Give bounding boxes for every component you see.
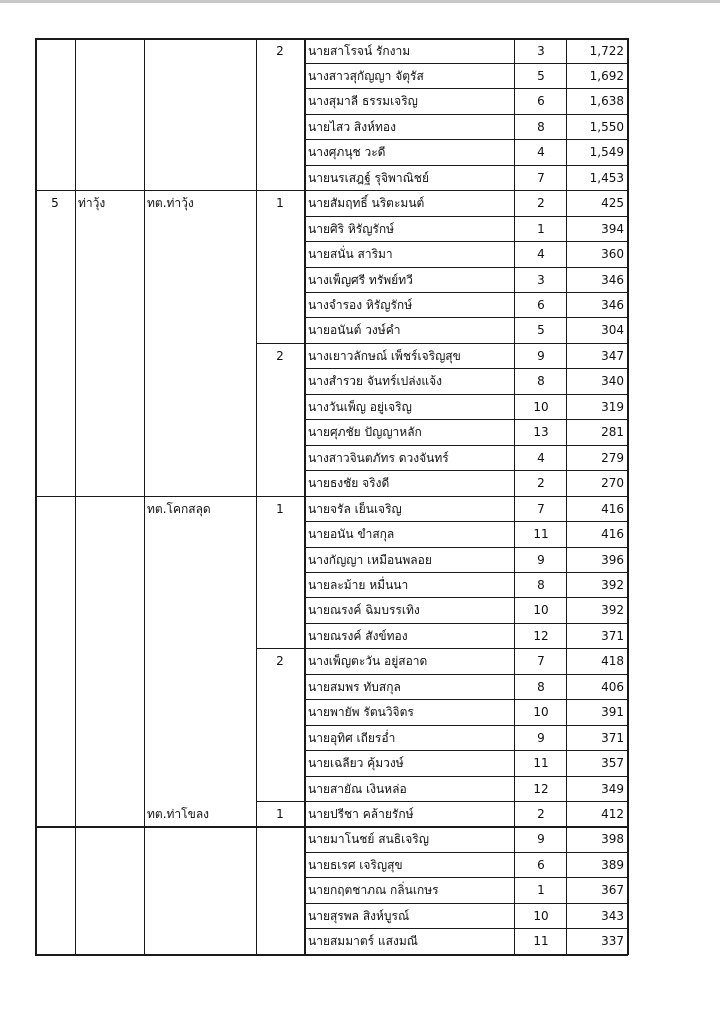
candidate-name: นายสาโรจน์ รักงาม	[308, 43, 411, 58]
candidate-name: นางเพ็ญตะวัน อยู่สอาด	[308, 654, 428, 669]
candidate-name: นายปรีชา คล้ายรักษ์	[308, 807, 414, 821]
candidate-number: 4	[537, 247, 545, 262]
vote-count: 279	[601, 450, 624, 465]
candidate-name: นายณรงค์ สังข์ทอง	[308, 628, 408, 643]
candidate-number: 7	[537, 170, 545, 185]
candidate-name: นายณรงค์ ฉิมบรรเทิง	[308, 603, 420, 618]
vote-count: 1,550	[589, 119, 624, 134]
district-name	[78, 39, 144, 64]
candidate-number: 2	[537, 807, 545, 821]
candidate-number: 3	[537, 43, 545, 58]
column-rule-c7	[627, 38, 629, 955]
candidate-name: นายจรัล เย็นเจริญ	[308, 501, 402, 516]
municipality-name: ทต.ท่าวุ้ง	[147, 196, 194, 211]
vote-count: 340	[601, 374, 624, 389]
candidate-name: นายกฤตชาภณ กลิ่นเกษร	[308, 883, 439, 898]
vote-count: 394	[601, 221, 624, 236]
candidate-name: นายนรเสฎฐ์ รุจิพาณิชย์	[308, 170, 429, 185]
candidate-name: นางวันเพ็ญ อยู่เจริญ	[308, 399, 412, 414]
unit-number: 2	[276, 654, 284, 669]
column-rule-c3	[256, 38, 257, 955]
candidate-name: นายพายัพ รัตนวิจิตร	[308, 705, 414, 720]
unit-number: 2	[276, 43, 284, 58]
candidate-name: นางสำรวย จันทร์เปล่งแจ้ง	[308, 374, 443, 389]
candidate-number: 8	[537, 577, 545, 592]
candidate-name: นางเพ็ญศรี ทรัพย์ทวี	[308, 272, 413, 287]
candidate-number: 5	[537, 68, 545, 83]
candidate-name: นายธเรศ เจริญสุข	[308, 857, 403, 872]
candidate-number: 10	[533, 399, 549, 414]
unit-number: 2	[276, 348, 284, 363]
district-name: ท่าวุ้ง	[78, 196, 106, 211]
district-name	[78, 497, 144, 522]
vote-count: 360	[601, 247, 624, 262]
district-index	[36, 802, 74, 827]
candidate-number: 3	[537, 272, 545, 287]
candidate-number: 11	[533, 934, 549, 949]
candidate-number: 6	[537, 857, 545, 872]
district-index	[36, 39, 74, 64]
unit-number: 1	[276, 196, 284, 211]
candidate-number: 9	[537, 730, 545, 745]
candidate-number: 13	[533, 425, 549, 440]
candidate-number: 10	[533, 705, 549, 720]
candidate-number: 2	[537, 476, 545, 491]
candidate-name: นายสมพร ทับสกุล	[308, 679, 401, 694]
candidate-name: นายสุรพล สิงห์บูรณ์	[308, 908, 410, 923]
candidate-number: 8	[537, 374, 545, 389]
candidate-name: นางสาวจินตภัทร ดวงจันทร์	[308, 450, 449, 465]
candidate-name: นางจำรอง หิรัญรักษ์	[308, 298, 413, 312]
vote-count: 406	[601, 679, 624, 694]
vote-count: 425	[601, 196, 624, 211]
vote-count: 343	[601, 908, 624, 923]
vote-count: 349	[601, 781, 624, 796]
candidate-number: 4	[537, 145, 545, 160]
vote-count: 389	[601, 857, 624, 872]
vote-count: 346	[601, 272, 624, 287]
vote-count: 371	[601, 730, 624, 745]
vote-count: 1,549	[589, 145, 624, 160]
vote-count: 392	[601, 603, 624, 618]
vote-count: 319	[601, 399, 624, 414]
district-index: 5	[51, 196, 59, 211]
vote-count: 337	[601, 934, 624, 949]
candidate-name: นายสมมาตร์ แสงมณี	[308, 934, 418, 949]
district-name	[78, 802, 144, 827]
vote-count: 416	[601, 501, 624, 516]
vote-count: 412	[601, 807, 624, 821]
candidate-name: นายเฉลียว คุ้มวงษ์	[308, 756, 404, 771]
candidate-name: นางเยาวลักษณ์ เพ็ชร์เจริญสุข	[308, 348, 461, 363]
candidate-name: นางกัญญา เหมือนพลอย	[308, 552, 432, 567]
candidate-number: 8	[537, 679, 545, 694]
candidate-number: 2	[537, 196, 545, 211]
candidate-name: นางสาวสุกัญญา จัตุรัส	[308, 68, 424, 83]
vote-count: 1,692	[589, 68, 624, 83]
vote-count: 270	[601, 476, 624, 491]
candidate-number: 1	[537, 883, 545, 898]
unit-number: 1	[276, 501, 284, 516]
candidate-name: นายธงชัย จริงดี	[308, 476, 390, 491]
candidate-number: 10	[533, 603, 549, 618]
vote-count: 1,722	[589, 43, 624, 58]
candidate-name: นายสายัณ เงินหล่อ	[308, 781, 407, 796]
vote-count: 398	[601, 832, 624, 847]
candidate-name: นายอุทิศ เถียรอ่ำ	[308, 730, 396, 745]
vote-count: 346	[601, 298, 624, 312]
vote-count: 418	[601, 654, 624, 669]
vote-count: 281	[601, 425, 624, 440]
vote-count: 347	[601, 348, 624, 363]
vote-count: 371	[601, 628, 624, 643]
municipality-name	[147, 39, 255, 64]
candidate-number: 7	[537, 654, 545, 669]
candidate-number: 1	[537, 221, 545, 236]
candidate-number: 10	[533, 908, 549, 923]
candidate-number: 7	[537, 501, 545, 516]
candidate-name: นายศิริ หิรัญรักษ์	[308, 221, 395, 236]
candidate-name: นายไสว สิงห์ทอง	[308, 119, 396, 134]
candidate-name: นายอนันต์ วงษ์คำ	[308, 323, 401, 338]
municipality-name: ทต.ท่าโขลง	[147, 807, 210, 821]
candidate-name: นายสนั่น สาริมา	[308, 247, 393, 262]
candidate-number: 6	[537, 298, 545, 312]
vote-count: 304	[601, 323, 624, 338]
candidate-name: นายสัมฤทธิ์ นริตะมนต์	[308, 196, 425, 211]
candidate-number: 12	[533, 628, 549, 643]
candidate-number: 9	[537, 832, 545, 847]
vote-count: 392	[601, 577, 624, 592]
candidate-number: 11	[533, 756, 549, 771]
vote-count: 416	[601, 527, 624, 542]
candidate-number: 4	[537, 450, 545, 465]
candidate-name: นางศุภนุช วะดี	[308, 145, 386, 160]
candidate-number: 6	[537, 94, 545, 109]
column-rule-c1	[75, 38, 76, 955]
top-edge-bar	[0, 0, 720, 3]
candidate-name: นายศุภชัย ปัญญาหลัก	[308, 425, 422, 440]
candidate-name: นายมาโนชย์ สนธิเจริญ	[308, 832, 429, 847]
candidate-number: 9	[537, 552, 545, 567]
candidate-number: 9	[537, 348, 545, 363]
candidate-number: 12	[533, 781, 549, 796]
vote-count: 367	[601, 883, 624, 898]
candidate-name: นายละม้าย หมื่นนา	[308, 577, 409, 592]
column-rule-c6	[566, 38, 567, 955]
vote-count: 391	[601, 705, 624, 720]
column-rule-c4	[304, 38, 306, 955]
candidate-number: 8	[537, 119, 545, 134]
vote-count: 357	[601, 756, 624, 771]
district-index	[36, 497, 74, 522]
column-rule-c2	[144, 38, 145, 955]
vote-count: 396	[601, 552, 624, 567]
candidate-number: 11	[533, 527, 549, 542]
vote-count: 1,453	[589, 170, 624, 185]
municipality-name: ทต.โคกสลุด	[147, 501, 211, 516]
candidate-name: นายอนัน ขำสกุล	[308, 527, 395, 542]
column-rule-c5	[514, 38, 515, 955]
candidate-number: 5	[537, 323, 545, 338]
unit-number: 1	[276, 807, 284, 821]
candidate-name: นางสุมาลี ธรรมเจริญ	[308, 94, 418, 109]
vote-count: 1,638	[589, 94, 624, 109]
